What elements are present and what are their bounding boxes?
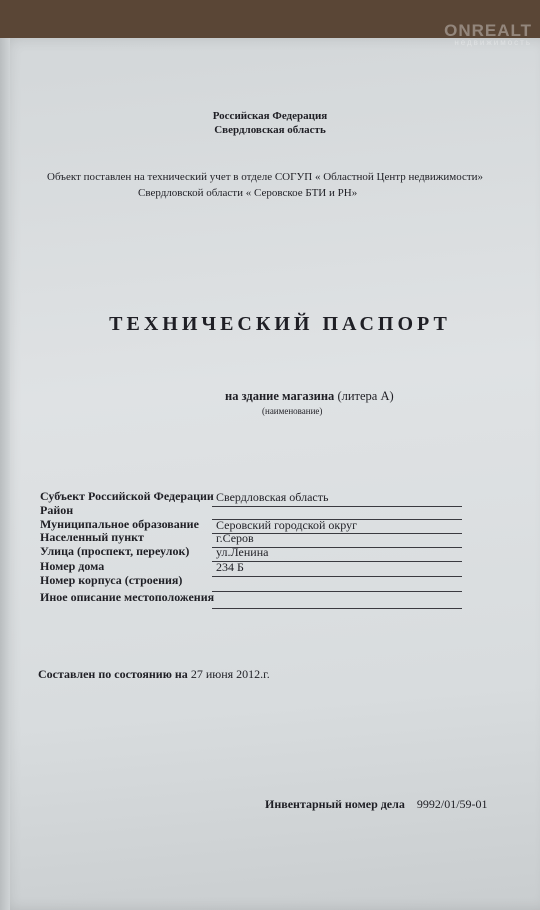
- inventory-line: [265, 797, 488, 812]
- field-label-building: Номер корпуса (строения): [40, 573, 183, 587]
- field-label-district: Район: [40, 503, 74, 517]
- field-value-settlement: г.Серов: [216, 531, 254, 545]
- field-label-settlement: Населенный пункт: [40, 530, 144, 544]
- object-name: [225, 389, 394, 404]
- field-label-location: Иное описание местоположения: [40, 590, 215, 604]
- document-title: ТЕХНИЧЕСКИЙ ПАСПОРТ: [109, 313, 451, 335]
- compiled-label: Составлен по состоянию на: [38, 667, 188, 681]
- object-name-prefix: на здание магазина: [225, 389, 335, 403]
- object-name-caption: (наименование): [262, 406, 323, 416]
- field-line-location: [212, 608, 462, 609]
- field-line-building: [212, 591, 462, 592]
- field-line-subject: [212, 506, 462, 507]
- object-name-suffix: (литера А): [337, 389, 394, 403]
- field-value-subject: Свердловская область: [216, 490, 329, 504]
- field-label-municipality: Муниципальное образование: [40, 517, 199, 531]
- inventory-label: Инвентарный номер дела: [265, 797, 405, 811]
- watermark-subtitle: недвижимость: [454, 38, 532, 47]
- field-line-street: [212, 561, 462, 562]
- document-page: [0, 38, 540, 910]
- watermark-logo: [444, 22, 532, 47]
- registration-line-2: Свердловской области « Серовское БТИ и РН»: [138, 187, 358, 199]
- compiled-date: 27 июня 2012.г.: [190, 667, 270, 681]
- binding-edge: [0, 38, 10, 910]
- header-region: Свердловская область: [214, 124, 326, 136]
- field-label-subject: Субъект Российской Федерации: [40, 489, 214, 503]
- field-value-street: ул.Ленина: [216, 545, 269, 559]
- field-value-house: 234 Б: [216, 560, 244, 574]
- field-label-street: Улица (проспект, переулок): [40, 544, 190, 558]
- field-label-house: Номер дома: [40, 559, 105, 573]
- registration-line-1: Объект поставлен на технический учет в отделе СОГУП « Областной Центр недвижимости»: [47, 171, 484, 183]
- header-country: Российская Федерация: [212, 110, 328, 122]
- watermark-brand: ONREALT: [444, 21, 532, 40]
- inventory-number: 9992/01/59-01: [416, 797, 488, 811]
- field-line-house: [212, 576, 462, 577]
- compiled-date-line: [38, 667, 270, 682]
- field-value-municipality: Серовский городской округ: [216, 518, 358, 532]
